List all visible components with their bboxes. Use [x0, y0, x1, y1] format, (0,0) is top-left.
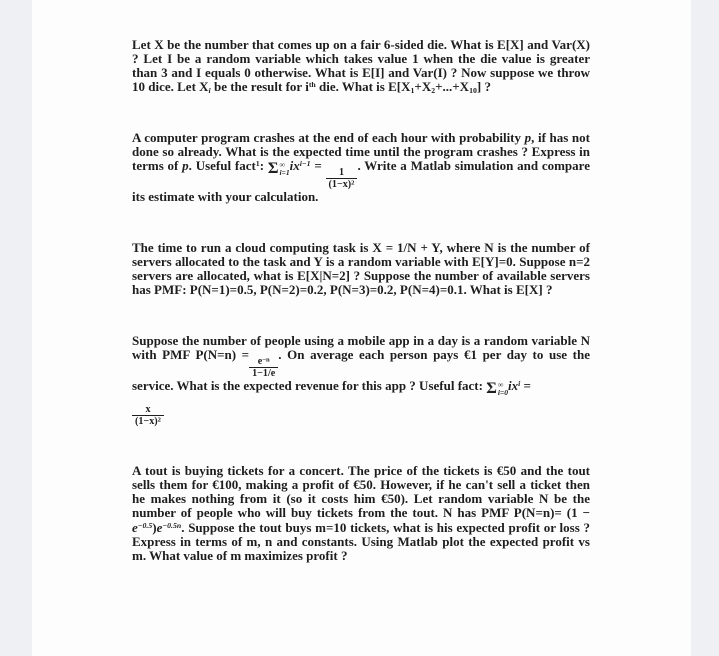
fraction-numerator-exponent: −n: [262, 356, 270, 364]
document-body: [32, 0, 691, 563]
math-italic: ix: [289, 158, 300, 174]
math-italic: e: [156, 519, 163, 535]
summation-operator: [268, 161, 290, 177]
summation-lower-limit: i=0: [497, 387, 508, 397]
math-italic: e: [132, 519, 138, 535]
math-supscript: th: [308, 80, 316, 90]
math-subscript: i: [208, 86, 211, 96]
fraction-numerator: x: [145, 404, 151, 416]
fraction-denominator: $(1-x)^2$: [132, 415, 164, 427]
math-supscript: i: [518, 379, 521, 389]
summation-upper-limit: ∞: [497, 379, 504, 389]
summation-limits: [498, 381, 508, 397]
math-fraction: [249, 356, 278, 379]
fraction-denominator-exponent: 2: [157, 416, 161, 424]
question-mobile-app-revenue: Suppose the number of people using a mobile app in a day is a random variable N with PMF P(N=n) = $\frac{e^{-n}}{1-1/e}$ . On average each person pays €1 per day to use the service. What is the expected revenue for this app ? Useful fact: Σ ∞ i=0 $ix^i$ = $\frac{x}{(1-x)^2}$: [132, 333, 590, 428]
math-supscript: −0.5: [137, 520, 153, 530]
math-fraction: [132, 404, 164, 427]
math-supscript: 1: [255, 159, 260, 169]
math-italic: p: [182, 158, 189, 174]
math-fraction: [326, 167, 358, 190]
question-ticket-tout: A tout is buying tickets for a concert. The price of the tickets is €50 and the tout sells them for €100, making a profit of €50. However, if he can't sell a ticket then he makes nothing from it (so it costs him €50). Let random variable N be the number of people who will buy tickets from the tout. N has PMF $P(N=n)= (1 - e^{-0.5})e^{-0.5n}$. Suppose the tout buys m=10 tickets, what is his expected profit or loss ? Express in terms of m, n and constants. Using Matlab plot the expected profit vs m. What value of m maximizes profit ?: [132, 463, 590, 563]
fraction-denominator: $(1-x)^2$: [326, 178, 358, 190]
summation-lower-limit: i=1: [279, 167, 290, 177]
question-cloud-computing: The time to run a cloud computing task is X = 1/N + Y, where N is the number of servers allocated to the task and Y is a random variable with E[Y]=0. Suppose n=2 servers are allocated, what is E[X|N=2] ? Suppose the number of available servers has PMF: P(N=1)=0.5, P(N=2)=0.2, P(N=3)=0.2, P(N=4)=0.1. What is E[X] ?: [132, 240, 590, 298]
summation-limits: [279, 161, 289, 177]
math-supscript: i−1: [299, 159, 311, 169]
question-program-crash: A computer program crashes at the end of each hour with probability p, if has not done so already. What is the expected time until the program crashes ? Express in terms of p. Useful fact$^1$: Σ ∞ i=1 $ix^{i-1}$ = $\frac{1}{(1-x)^2}$ . Write a Matlab simulation and compare its estimate with your calculation.: [132, 130, 590, 205]
math-supscript: −0.5n: [162, 520, 182, 530]
summation-upper-limit: ∞: [279, 159, 285, 169]
sigma-symbol: Σ: [486, 379, 497, 398]
math-italic: ix: [507, 378, 519, 394]
fraction-denominator-exponent: 2: [351, 179, 355, 187]
math-subscript: 1: [410, 86, 415, 96]
math-subscript: 2: [431, 86, 436, 96]
math-italic: p: [524, 130, 532, 146]
math-subscript: 10: [469, 86, 477, 96]
fraction-numerator: $e^{-n}$: [257, 355, 270, 367]
sigma-symbol: Σ: [267, 159, 279, 178]
fraction-numerator: 1: [338, 166, 345, 178]
summation-operator: [486, 381, 508, 397]
fraction-denominator: 1−1/e: [249, 367, 278, 379]
document-page: [32, 0, 691, 656]
question-dice-expectation: Let X be the number that comes up on a fair 6-sided die. What is E[X] and Var(X) ? Let I be a random variable which takes value 1 when the die value is greater than 3 and I equals 0 otherwise. What is E[I] and Var(I) ? Now suppose we throw 10 dice. Let $X_i$ be the result for $i^{th}$ die. What is $E[X_1+X_2+...+X_{10}]$ ?: [132, 37, 590, 96]
